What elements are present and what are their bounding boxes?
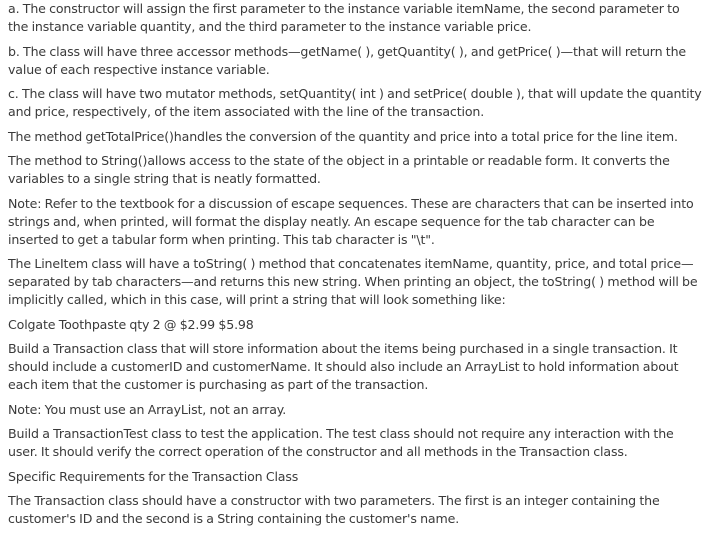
paragraph-accessor-methods: b. The class will have three accessor methods—getName( ), getQuantity( ), and getPrice( )—that will return the value of each respective instance variable.: [8, 43, 687, 77]
paragraph-constructor-assignment: a. The constructor will assign the first parameter to the instance variable itemName, the second parameter to the instance variable quantity, and the third parameter to the instance variable price.: [8, 1, 680, 34]
paragraph-transaction-test: Build a TransactionTest class to test the application. The test class should not require any interaction with the user. It should verify the correct operation of the constructor and all methods in the Transaction class.: [8, 426, 674, 459]
paragraph-transaction-class: Build a Transaction class that will store information about the items being purchased in a single transaction. It should include a customerID and customerName. It should also include an ArrayList to hold information about each item that the customer is purchasing as part of the transaction.: [8, 341, 679, 392]
paragraph-transaction-constructor: The Transaction class should have a constructor with two parameters. The first is an integer containing the customer's ID and the second is a String containing the customer's name.: [8, 493, 660, 526]
paragraph-requirements-heading: Specific Requirements for the Transaction Class: [8, 468, 299, 484]
paragraph-arraylist-note: Note: You must use an ArrayList, not an array.: [8, 401, 287, 417]
paragraph-get-total-price: The method getTotalPrice()handles the conversion of the quantity and price into a total price for the line item.: [8, 128, 678, 144]
paragraph-lineitem-tostring: The LineItem class will have a toString( ) method that concatenates itemName, quantity, price, and total price—separated by tab characters—and returns this new string. When printing an object, the toString( ) method will be implicitly called, which in this case, will print a string that will look something like:: [8, 256, 698, 307]
paragraph-to-string: The method to String()allows access to the state of the object in a printable or readable form. It converts the variables to a single string that is neatly formatted.: [8, 153, 670, 186]
paragraph-mutator-methods: c. The class will have two mutator methods, setQuantity( int ) and setPrice( double ), that will update the quantity and price, respectively, of the item associated with the line of the transaction.: [8, 86, 702, 119]
paragraph-escape-note: Note: Refer to the textbook for a discussion of escape sequences. These are characters that can be inserted into strings and, when printed, will format the display neatly. An escape sequence for the tab character can be inserted to get a tabular form when printing. This tab character is "\t".: [8, 195, 694, 247]
paragraph-example-output: Colgate Toothpaste qty 2 @ $2.99 $5.98: [8, 316, 254, 332]
